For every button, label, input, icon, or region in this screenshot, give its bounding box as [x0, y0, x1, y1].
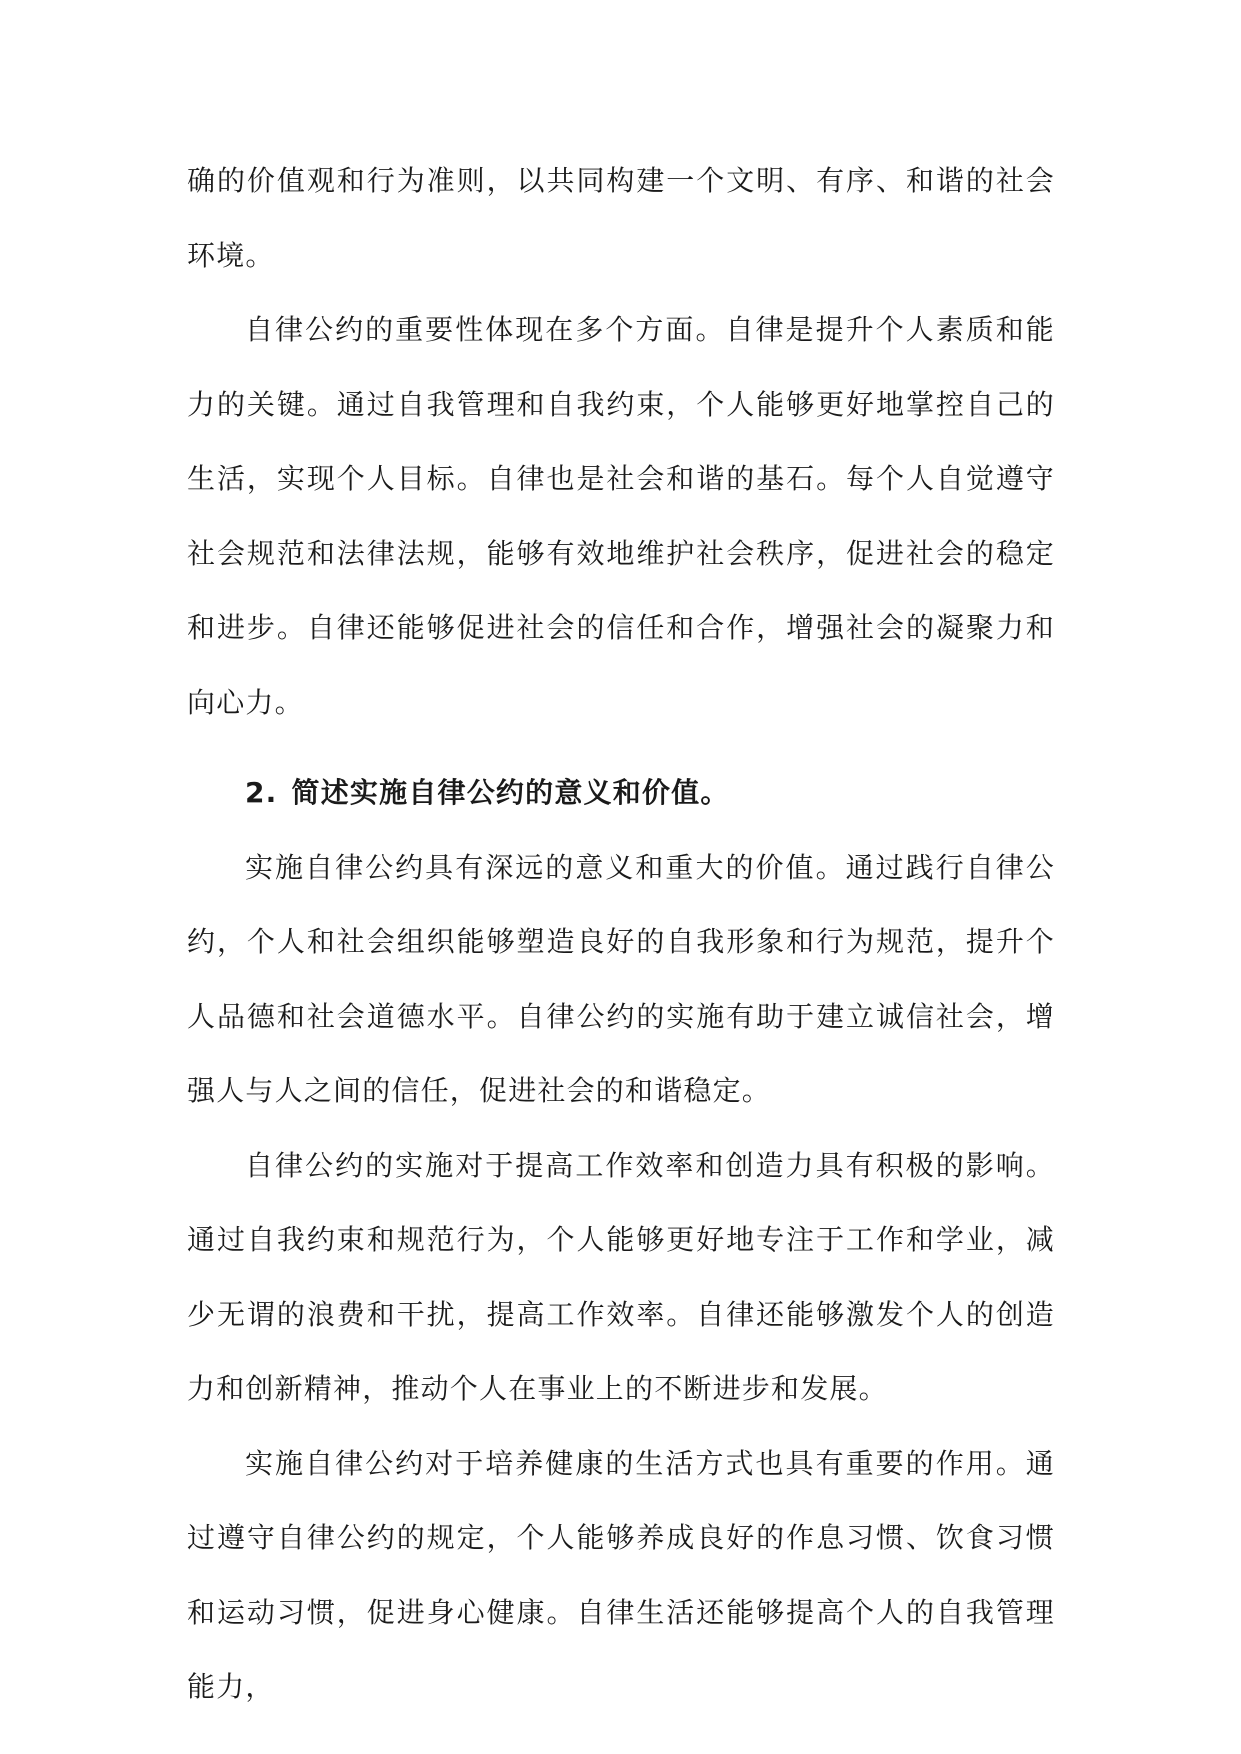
section-number: 2.	[245, 776, 278, 809]
paragraph-efficiency: 自律公约的实施对于提高工作效率和创造力具有积极的影响。通过自我约束和规范行为，个人能够更好地专注于工作和学业，减少无谓的浪费和干扰，提高工作效率。自律还能够激发个人的创造力和创新精神，推动个人在事业上的不断进步和发展。	[187, 1148, 1055, 1405]
paragraph-importance: 自律公约的重要性体现在多个方面。自律是提升个人素质和能力的关键。通过自我管理和自我约束，个人能够更好地掌控自己的生活，实现个人目标。自律也是社会和谐的基石。每个人自觉遵守社会规范和法律法规，能够有效地维护社会秩序，促进社会的稳定和进步。自律还能够促进社会的信任和合作，增强社会的凝聚力和向心力。	[187, 313, 1055, 719]
paragraph-significance: 实施自律公约具有深远的意义和重大的价值。通过践行自律公约，个人和社会组织能够塑造良好的自我形象和行为规范，提升个人品德和社会道德水平。自律公约的实施有助于建立诚信社会，增强人与人之间的信任，促进社会的和谐稳定。	[187, 850, 1055, 1107]
section-heading	[187, 756, 1055, 831]
paragraph-continuation: 确的价值观和行为准则，以共同构建一个文明、有序、和谐的社会环境。	[187, 164, 1055, 272]
document-body	[187, 144, 1055, 1725]
paragraph-lifestyle: 实施自律公约对于培养健康的生活方式也具有重要的作用。通过遵守自律公约的规定，个人能够养成良好的作息习惯、饮食习惯和运动习惯，促进身心健康。自律生活还能够提高个人的自我管理能力，	[187, 1446, 1055, 1703]
section-title: 简述实施自律公约的意义和价值。	[291, 776, 730, 809]
